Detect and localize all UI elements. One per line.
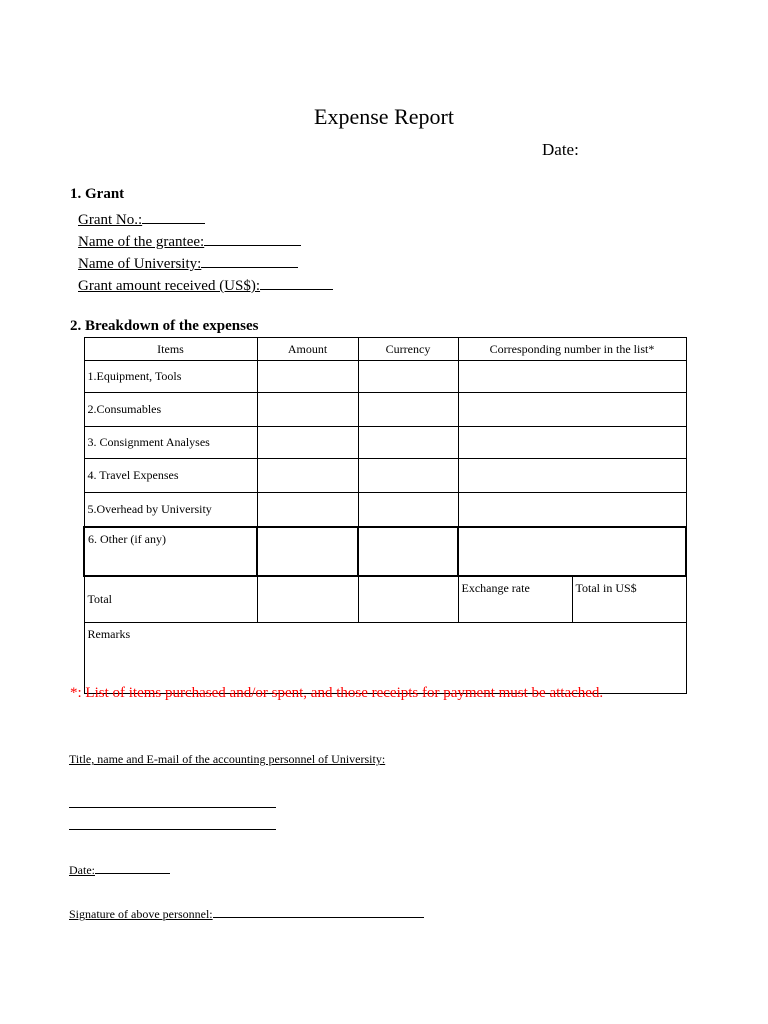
grant-amount-label: Grant amount received (US$):: [78, 278, 261, 294]
personnel-entry-line[interactable]: [69, 807, 276, 808]
signature-field[interactable]: [69, 905, 424, 922]
table-row: [84, 361, 686, 393]
grant-no-fill-line: [142, 208, 205, 224]
grant-no-label: Grant No.:: [78, 212, 143, 228]
grant-heading: 1. Grant: [70, 186, 125, 202]
table-row: [84, 459, 686, 493]
university-name-field[interactable]: [78, 252, 298, 273]
item-label-cell: 6. Other (if any): [84, 527, 257, 576]
university-name-label: Name of University:: [78, 256, 202, 272]
list-number-cell[interactable]: [458, 427, 686, 459]
grantee-name-label: Name of the grantee:: [78, 234, 205, 250]
amount-cell[interactable]: [257, 361, 358, 393]
attachment-note: *: List of items purchased and/or spent, and those receipts for payment must be attached.: [70, 685, 604, 701]
currency-cell[interactable]: [358, 493, 458, 528]
currency-cell[interactable]: [358, 527, 458, 576]
amount-cell[interactable]: [257, 459, 358, 493]
total-label-cell: Total: [84, 576, 257, 623]
amount-cell[interactable]: [257, 493, 358, 528]
expense-breakdown-table: [83, 337, 687, 694]
total-usd-cell[interactable]: [572, 577, 686, 622]
university-name-fill-line: [201, 252, 298, 268]
table-row: [84, 427, 686, 459]
column-header-items: Items: [84, 338, 257, 361]
item-label-cell: 1.Equipment, Tools: [84, 361, 257, 393]
list-number-cell[interactable]: [458, 493, 686, 528]
total-row: [84, 576, 686, 623]
document-title: Expense Report: [314, 104, 454, 129]
item-label-cell: 5.Overhead by University: [84, 493, 257, 528]
remarks-cell[interactable]: [84, 623, 686, 694]
column-header-amount: Amount: [257, 338, 358, 361]
grant-amount-field[interactable]: [78, 274, 333, 295]
signature-label: Signature of above personnel:: [69, 907, 213, 921]
list-number-cell[interactable]: [458, 393, 686, 427]
currency-cell[interactable]: [358, 393, 458, 427]
amount-cell[interactable]: [257, 393, 358, 427]
accounting-date-label: Date:: [69, 863, 95, 877]
grantee-name-fill-line: [204, 230, 301, 246]
exchange-rate-label: Exchange rate: [461, 581, 530, 595]
total-amount-cell[interactable]: [257, 576, 358, 623]
item-label-cell: 3. Consignment Analyses: [84, 427, 257, 459]
column-header-currency: Currency: [358, 338, 458, 361]
accounting-date-field[interactable]: [69, 861, 170, 878]
total-currency-cell[interactable]: [358, 576, 458, 623]
currency-cell[interactable]: [358, 459, 458, 493]
personnel-entry-line[interactable]: [69, 829, 276, 830]
accounting-date-fill-line: [95, 861, 170, 874]
item-label-cell: 2.Consumables: [84, 393, 257, 427]
currency-cell[interactable]: [358, 361, 458, 393]
table-row: [84, 393, 686, 427]
accounting-personnel-label: Title, name and E-mail of the accounting personnel of University:: [69, 752, 386, 766]
grant-amount-fill-line: [260, 274, 333, 290]
list-number-cell[interactable]: [458, 459, 686, 493]
exchange-total-cell: [458, 576, 686, 623]
item-label-cell: 4. Travel Expenses: [84, 459, 257, 493]
remarks-row: [84, 623, 686, 694]
amount-cell[interactable]: [257, 527, 358, 576]
exchange-rate-cell[interactable]: [459, 577, 572, 622]
remarks-label: Remarks: [87, 627, 131, 641]
total-usd-label: Total in US$: [575, 581, 637, 595]
table-row: [84, 493, 686, 528]
signature-fill-line: [213, 905, 424, 918]
expenses-heading: 2. Breakdown of the expenses: [70, 318, 259, 334]
list-number-cell[interactable]: [458, 527, 686, 576]
currency-cell[interactable]: [358, 427, 458, 459]
grantee-name-field[interactable]: [78, 230, 301, 251]
table-header-row: [84, 338, 686, 361]
date-label: Date:: [542, 140, 579, 159]
column-header-list-number: Corresponding number in the list*: [458, 338, 686, 361]
amount-cell[interactable]: [257, 427, 358, 459]
table-row: [84, 527, 686, 576]
list-number-cell[interactable]: [458, 361, 686, 393]
grant-no-field[interactable]: [78, 208, 205, 229]
